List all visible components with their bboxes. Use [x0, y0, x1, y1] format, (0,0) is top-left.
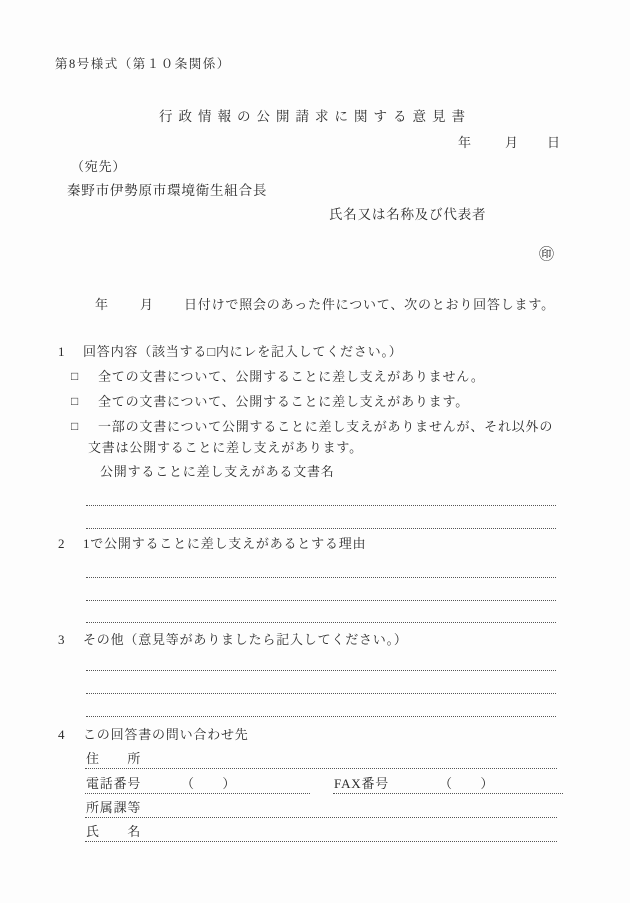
addressee-name: 秦野市伊勢原市環境衛生組合長 — [67, 183, 268, 198]
option1-checkbox[interactable]: □ — [71, 369, 79, 383]
option3-checkbox[interactable]: □ — [71, 419, 79, 433]
fill-in-line — [86, 670, 556, 671]
section2-number: 2 — [58, 536, 66, 551]
section1-heading: 回答内容（該当する□内にレを記入してください。） — [83, 344, 403, 359]
fill-in-line — [86, 622, 556, 623]
field-row-division — [85, 800, 557, 818]
addressee-to-label: （宛先） — [71, 159, 127, 174]
intro-sentence: 日付けで照会のあった件について、次のとおり回答します。 — [184, 297, 555, 312]
section2-heading: 1で公開することに差し支えがあるとする理由 — [83, 536, 367, 551]
address-label: 住 所 — [86, 750, 142, 766]
phone-paren: （ ） — [181, 775, 237, 791]
fill-in-line — [86, 577, 556, 578]
option3-label: 一部の文書について公開することに差し支えがありませんが、それ以外の — [98, 419, 554, 434]
intro-year-label: 年 — [95, 297, 109, 312]
fill-in-line — [86, 716, 556, 717]
fill-in-line — [86, 693, 556, 694]
field-row-address — [85, 751, 557, 769]
fill-in-line — [86, 528, 556, 529]
section1-sublabel: 公開することに差し支えがある文書名 — [100, 464, 335, 479]
field-row-fax — [333, 776, 563, 794]
fill-in-line — [86, 505, 556, 506]
date-day-label: 日 — [547, 135, 561, 150]
option2-checkbox[interactable]: □ — [71, 394, 79, 408]
name-label: 氏 名 — [86, 823, 142, 839]
section4-heading: この回答書の問い合わせ先 — [83, 727, 249, 742]
phone-label: 電話番号 — [86, 775, 142, 791]
seal-mark-icon: ㊞ — [539, 247, 555, 263]
field-row-phone — [85, 776, 310, 794]
field-row-name — [85, 824, 557, 842]
option2-label: 全ての文書について、公開することに差し支えがあります。 — [98, 394, 470, 409]
option3-label-line2: 文書は公開することに差し支えがあります。 — [88, 440, 363, 455]
section3-heading: その他（意見等がありましたら記入してください。） — [83, 632, 408, 647]
date-year-label: 年 — [458, 135, 472, 150]
intro-month-label: 月 — [140, 297, 154, 312]
form-number: 第8号様式（第１０条関係） — [55, 57, 231, 71]
fax-paren: （ ） — [439, 775, 495, 791]
signer-label: 氏名又は名称及び代表者 — [329, 207, 487, 222]
fax-label: FAX番号 — [334, 775, 390, 791]
document-title: 行政情報の公開請求に関する意見書 — [159, 109, 471, 124]
date-month-label: 月 — [505, 135, 519, 150]
division-label: 所属課等 — [86, 799, 142, 815]
option1-label: 全ての文書について、公開することに差し支えがありません。 — [98, 369, 485, 384]
fill-in-line — [86, 600, 556, 601]
section3-number: 3 — [58, 632, 66, 647]
section4-number: 4 — [58, 727, 66, 742]
section1-number: 1 — [58, 344, 66, 359]
